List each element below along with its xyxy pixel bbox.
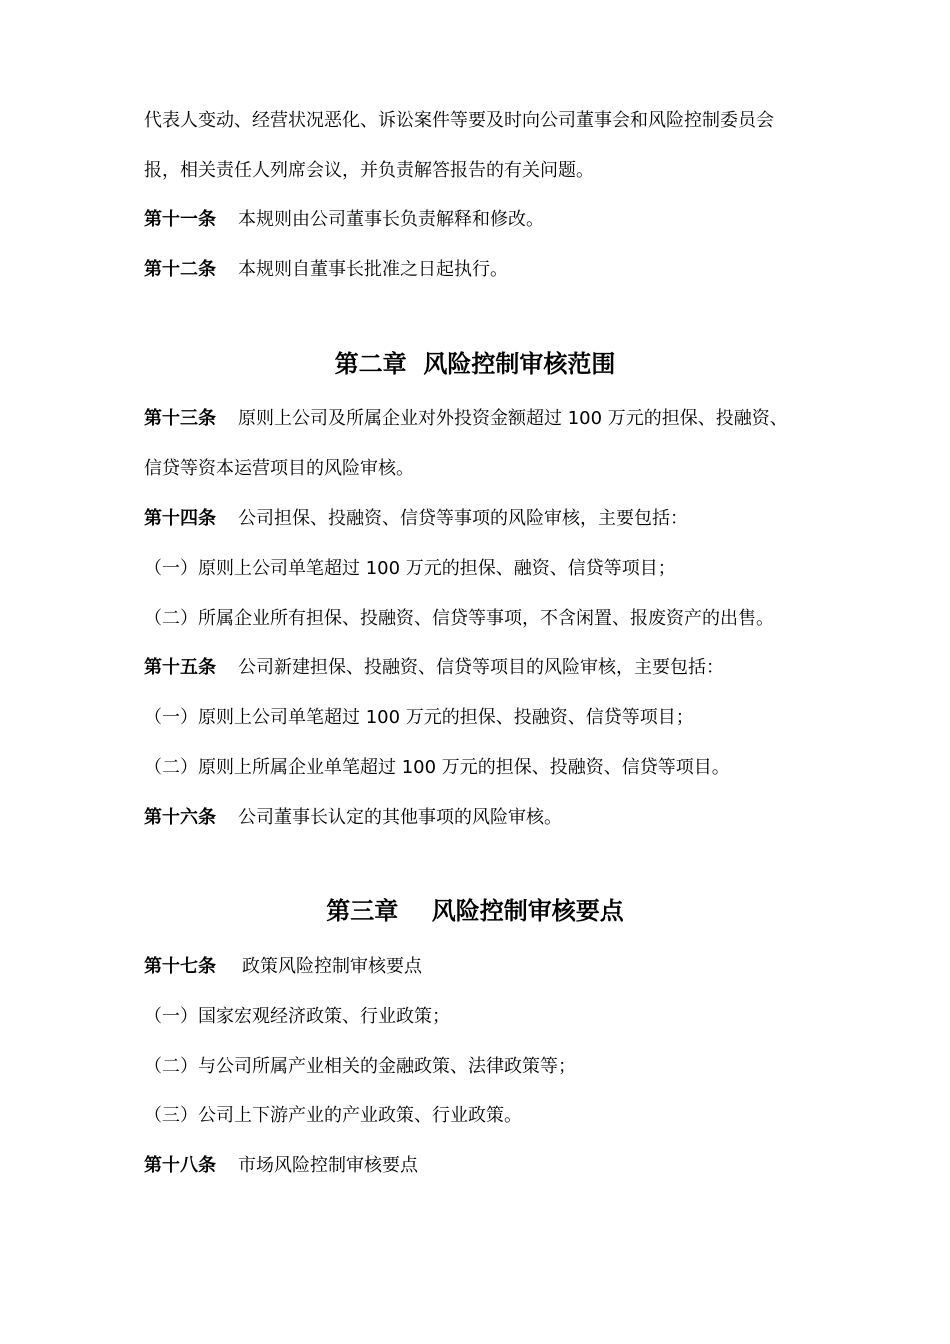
article-17-label: 第十七条: [144, 956, 216, 977]
article-17-item-2: （二）与公司所属产业相关的金融政策、法律政策等；: [144, 1056, 576, 1077]
article-14-label: 第十四条: [144, 508, 216, 529]
article-11-label: 第十一条: [144, 209, 216, 230]
article-18-text: 市场风险控制审核要点: [238, 1155, 418, 1176]
article-18-label: 第十八条: [144, 1155, 216, 1176]
article-16-text: 公司董事长认定的其他事项的风险审核。: [238, 807, 562, 828]
article-13-continuation: 信贷等资本运营项目的风险审核。: [144, 458, 414, 479]
paragraph-continuation-line-1: 代表人变动、经营状况恶化、诉讼案件等要及时向公司董事会和风险控制委员会: [144, 110, 774, 131]
article-15-text: 公司新建担保、投融资、信贷等项目的风险审核，主要包括：: [238, 657, 724, 678]
article-16: [144, 803, 562, 833]
article-13-label: 第十三条: [144, 408, 216, 429]
paragraph-continuation-line-2: 报，相关责任人列席会议，并负责解答报告的有关问题。: [144, 160, 594, 181]
article-12-text: 本规则自董事长批准之日起执行。: [238, 259, 508, 280]
article-11-text: 本规则由公司董事长负责解释和修改。: [238, 209, 544, 230]
chapter-3-heading: 第三章 风险控制审核要点: [326, 897, 624, 925]
article-13: [144, 404, 788, 434]
article-15-item-2: （二）原则上所属企业单笔超过 100 万元的担保、投融资、信贷等项目。: [144, 757, 730, 778]
article-15-item-1: （一）原则上公司单笔超过 100 万元的担保、投融资、信贷等项目；: [144, 707, 694, 728]
article-14-item-2: （二）所属企业所有担保、投融资、信贷等事项，不含闲置、报废资产的出售。: [144, 608, 774, 629]
article-15: [144, 653, 724, 683]
article-17-item-1: （一）国家宏观经济政策、行业政策；: [144, 1006, 450, 1027]
article-18: [144, 1151, 418, 1181]
article-12-label: 第十二条: [144, 259, 216, 280]
article-15-label: 第十五条: [144, 657, 216, 678]
article-14: [144, 504, 688, 534]
article-16-label: 第十六条: [144, 807, 216, 828]
article-17: [144, 952, 422, 982]
article-17-item-3: （三）公司上下游产业的产业政策、行业政策。: [144, 1105, 522, 1126]
article-11: [144, 205, 544, 235]
chapter-2-heading: 第二章 风险控制审核范围: [334, 350, 616, 378]
article-14-item-1: （一）原则上公司单笔超过 100 万元的担保、融资、信贷等项目；: [144, 558, 676, 579]
article-17-text: 政策风险控制审核要点: [242, 956, 422, 977]
article-13-text: 原则上公司及所属企业对外投资金额超过 100 万元的担保、投融资、: [238, 408, 788, 429]
article-12: [144, 255, 508, 285]
article-14-text: 公司担保、投融资、信贷等事项的风险审核，主要包括：: [238, 508, 688, 529]
